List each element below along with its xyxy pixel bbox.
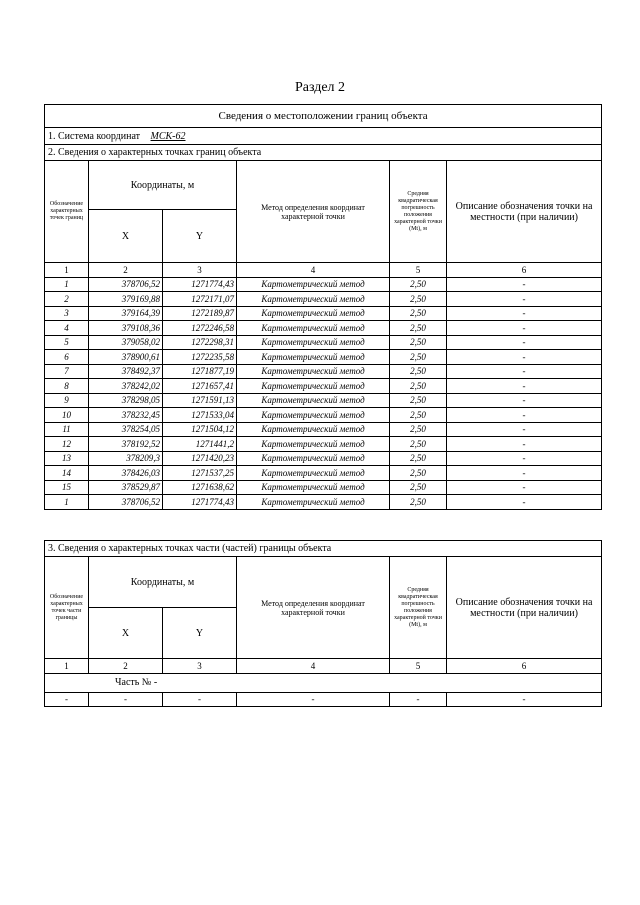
- point-id-cell: 3: [45, 306, 89, 321]
- col-number: 1: [45, 659, 89, 674]
- part-point-id-header: Обозначение характерных точек части границы: [45, 557, 89, 659]
- y-header: Y: [163, 210, 237, 263]
- point-id-cell: 7: [45, 364, 89, 379]
- description-cell: -: [447, 393, 602, 408]
- table-cell: -: [237, 692, 390, 707]
- description-cell: -: [447, 292, 602, 307]
- description-cell: -: [447, 306, 602, 321]
- table-row: [45, 306, 602, 321]
- y-cell: 1271533,04: [163, 408, 237, 423]
- part-label: Часть № -: [45, 673, 602, 692]
- y-cell: 1271657,41: [163, 379, 237, 394]
- table-row: [45, 437, 602, 452]
- table-row: [45, 321, 602, 336]
- x-cell: 379169,88: [89, 292, 163, 307]
- accuracy-cell: 2,50: [390, 321, 447, 336]
- col-number: 4: [237, 263, 390, 278]
- method-cell: Картометрический метод: [237, 495, 390, 510]
- method-header: Метод определения координат характерной точки: [237, 161, 390, 263]
- description-cell: -: [447, 408, 602, 423]
- table-row: [45, 495, 602, 510]
- accuracy-cell: 2,50: [390, 379, 447, 394]
- x-cell: 378706,52: [89, 277, 163, 292]
- accuracy-cell: 2,50: [390, 437, 447, 452]
- point-id-cell: 10: [45, 408, 89, 423]
- x-cell: 378529,87: [89, 480, 163, 495]
- method-cell: Картометрический метод: [237, 480, 390, 495]
- accuracy-cell: 2,50: [390, 292, 447, 307]
- table-row: [45, 466, 602, 481]
- accuracy-cell: 2,50: [390, 277, 447, 292]
- description-cell: -: [447, 321, 602, 336]
- part-x-header: X: [89, 608, 163, 659]
- accuracy-cell: 2,50: [390, 466, 447, 481]
- accuracy-cell: 2,50: [390, 422, 447, 437]
- section-title: Раздел 2: [294, 80, 346, 95]
- col-number: 3: [163, 263, 237, 278]
- x-cell: 378209,3: [89, 451, 163, 466]
- x-cell: 378298,05: [89, 393, 163, 408]
- col-number: 1: [45, 263, 89, 278]
- method-cell: Картометрический метод: [237, 306, 390, 321]
- x-cell: 378192,52: [89, 437, 163, 452]
- table-title: Сведения о местоположении границ объекта: [45, 105, 602, 128]
- part-description-header: Описание обозначения точки на местности (при наличии): [447, 557, 602, 659]
- x-cell: 379058,02: [89, 335, 163, 350]
- description-cell: -: [447, 480, 602, 495]
- method-cell: Картометрический метод: [237, 350, 390, 365]
- method-cell: Картометрический метод: [237, 393, 390, 408]
- column-numbers-row: [45, 263, 602, 278]
- y-cell: 1271441,2: [163, 437, 237, 452]
- point-id-cell: 6: [45, 350, 89, 365]
- description-cell: -: [447, 350, 602, 365]
- point-id-cell: 5: [45, 335, 89, 350]
- col-number: 5: [390, 659, 447, 674]
- method-cell: Картометрический метод: [237, 321, 390, 336]
- point-id-cell: 9: [45, 393, 89, 408]
- part-coords-header: Координаты, м: [89, 557, 237, 608]
- point-id-cell: 2: [45, 292, 89, 307]
- point-id-header: Обозначение характерных точек границ: [45, 161, 89, 263]
- x-cell: 378706,52: [89, 495, 163, 510]
- y-cell: 1271774,43: [163, 495, 237, 510]
- accuracy-cell: 2,50: [390, 480, 447, 495]
- part-empty-row: [45, 692, 602, 707]
- y-cell: 1271877,19: [163, 364, 237, 379]
- method-cell: Картометрический метод: [237, 292, 390, 307]
- y-cell: 1271638,62: [163, 480, 237, 495]
- point-id-cell: 8: [45, 379, 89, 394]
- x-header: X: [89, 210, 163, 263]
- accuracy-cell: 2,50: [390, 364, 447, 379]
- method-cell: Картометрический метод: [237, 451, 390, 466]
- method-cell: Картометрический метод: [237, 422, 390, 437]
- col-number: 2: [89, 659, 163, 674]
- part-method-header: Метод определения координат характерной точки: [237, 557, 390, 659]
- x-cell: 378232,45: [89, 408, 163, 423]
- accuracy-cell: 2,50: [390, 306, 447, 321]
- table-row: [45, 350, 602, 365]
- y-cell: 1271537,25: [163, 466, 237, 481]
- table-row: [45, 292, 602, 307]
- part-points-table: [44, 540, 602, 707]
- x-cell: 378426,03: [89, 466, 163, 481]
- coord-system-label: 1. Система координат: [48, 130, 141, 142]
- table-cell: -: [45, 692, 89, 707]
- y-cell: 1272171,07: [163, 292, 237, 307]
- description-cell: -: [447, 437, 602, 452]
- point-id-cell: 11: [45, 422, 89, 437]
- table-cell: -: [163, 692, 237, 707]
- point-id-cell: 1: [45, 277, 89, 292]
- y-cell: 1271591,13: [163, 393, 237, 408]
- table-cell: -: [89, 692, 163, 707]
- table-cell: -: [447, 692, 602, 707]
- point-id-cell: 14: [45, 466, 89, 481]
- description-cell: -: [447, 495, 602, 510]
- point-id-cell: 4: [45, 321, 89, 336]
- part-y-header: Y: [163, 608, 237, 659]
- y-cell: 1271504,12: [163, 422, 237, 437]
- table-row: [45, 277, 602, 292]
- table-cell: -: [390, 692, 447, 707]
- coord-system-value: МСК-62: [150, 130, 186, 142]
- method-cell: Картометрический метод: [237, 408, 390, 423]
- y-cell: 1272235,58: [163, 350, 237, 365]
- col-number: 2: [89, 263, 163, 278]
- accuracy-cell: 2,50: [390, 350, 447, 365]
- description-cell: -: [447, 422, 602, 437]
- method-cell: Картометрический метод: [237, 466, 390, 481]
- description-header: Описание обозначения точки на местности (при наличии): [447, 161, 602, 263]
- x-cell: 379108,36: [89, 321, 163, 336]
- x-cell: 378492,37: [89, 364, 163, 379]
- description-cell: -: [447, 451, 602, 466]
- point-id-cell: 1: [45, 495, 89, 510]
- accuracy-cell: 2,50: [390, 408, 447, 423]
- table-row: [45, 379, 602, 394]
- method-cell: Картометрический метод: [237, 364, 390, 379]
- coord-system-row: [45, 128, 602, 145]
- accuracy-header: Средняя квадратическая погрешность положения характерной точки (Mt), м: [390, 161, 447, 263]
- accuracy-cell: 2,50: [390, 335, 447, 350]
- y-cell: 1271774,43: [163, 277, 237, 292]
- col-number: 5: [390, 263, 447, 278]
- parts-section-title: 3. Сведения о характерных точках части (частей) границы объекта: [45, 541, 602, 557]
- method-cell: Картометрический метод: [237, 379, 390, 394]
- x-cell: 378242,02: [89, 379, 163, 394]
- x-cell: 378254,05: [89, 422, 163, 437]
- point-id-cell: 15: [45, 480, 89, 495]
- point-id-cell: 13: [45, 451, 89, 466]
- description-cell: -: [447, 379, 602, 394]
- x-cell: 379164,39: [89, 306, 163, 321]
- table-row: [45, 393, 602, 408]
- col-number: 6: [447, 263, 602, 278]
- part-accuracy-header: Средняя квадратическая погрешность положения характерной точки (Mt), м: [390, 557, 447, 659]
- method-cell: Картометрический метод: [237, 277, 390, 292]
- table-row: [45, 364, 602, 379]
- description-cell: -: [447, 277, 602, 292]
- boundary-points-table: [44, 104, 602, 510]
- col-number: 6: [447, 659, 602, 674]
- x-cell: 378900,61: [89, 350, 163, 365]
- col-number: 3: [163, 659, 237, 674]
- y-cell: 1272189,87: [163, 306, 237, 321]
- method-cell: Картометрический метод: [237, 437, 390, 452]
- description-cell: -: [447, 466, 602, 481]
- accuracy-cell: 2,50: [390, 451, 447, 466]
- description-cell: -: [447, 335, 602, 350]
- table-row: [45, 408, 602, 423]
- description-cell: -: [447, 364, 602, 379]
- table-row: [45, 422, 602, 437]
- method-cell: Картометрический метод: [237, 335, 390, 350]
- table-row: [45, 335, 602, 350]
- points-section-title: 2. Сведения о характерных точках границ объекта: [45, 145, 602, 161]
- coords-header: Координаты, м: [89, 161, 237, 210]
- part-column-numbers-row: [45, 659, 602, 674]
- point-id-cell: 12: [45, 437, 89, 452]
- table-row: [45, 480, 602, 495]
- table-row: [45, 451, 602, 466]
- accuracy-cell: 2,50: [390, 495, 447, 510]
- col-number: 4: [237, 659, 390, 674]
- y-cell: 1271420,23: [163, 451, 237, 466]
- accuracy-cell: 2,50: [390, 393, 447, 408]
- y-cell: 1272246,58: [163, 321, 237, 336]
- y-cell: 1272298,31: [163, 335, 237, 350]
